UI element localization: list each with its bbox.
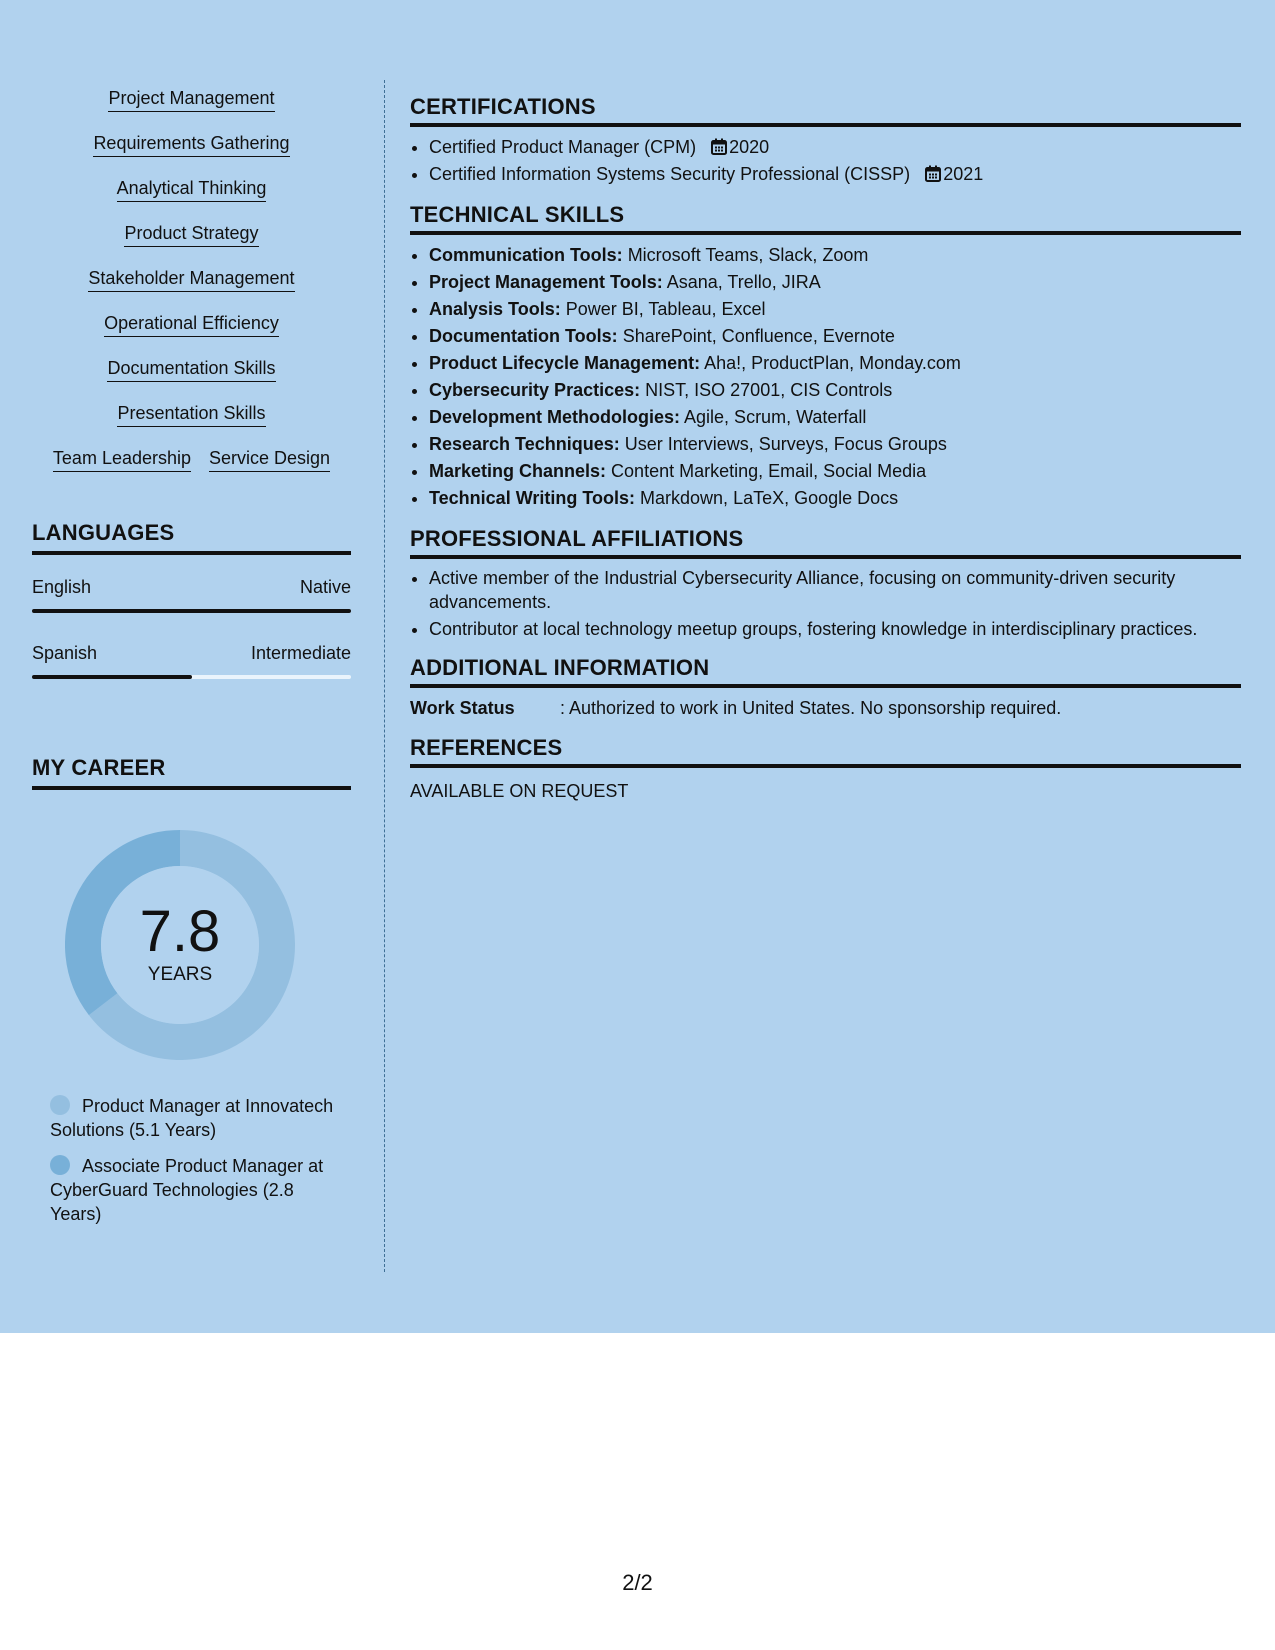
technical-skill-label: Technical Writing Tools: (429, 488, 636, 508)
technical-skill-value: Content Marketing, Email, Social Media (611, 461, 927, 481)
languages-heading: LANGUAGES (32, 520, 351, 555)
technical-skill-value: NIST, ISO 27001, CIS Controls (645, 380, 893, 400)
technical-skill-item (429, 242, 1241, 269)
technical-skills-heading: TECHNICAL SKILLS (410, 202, 1241, 235)
technical-skill-value: User Interviews, Surveys, Focus Groups (624, 434, 947, 454)
language-proficiency-fill (32, 675, 192, 679)
technical-skill-label: Analysis Tools: (429, 299, 561, 319)
skill-tag: Requirements Gathering (93, 131, 289, 157)
affiliations-heading: PROFESSIONAL AFFILIATIONS (410, 526, 1241, 559)
technical-skill-value: Power BI, Tableau, Excel (565, 299, 766, 319)
technical-skill-item (429, 269, 1241, 296)
certification-year: 2020 (729, 137, 770, 157)
language-proficiency-bar (32, 609, 351, 613)
language-item (32, 641, 351, 679)
technical-skill-item (429, 485, 1241, 512)
additional-info-heading: ADDITIONAL INFORMATION (410, 655, 1241, 688)
right-column (410, 94, 1241, 818)
technical-skill-label: Development Methodologies: (429, 407, 681, 427)
technical-skill-value: Asana, Trello, JIRA (666, 272, 821, 292)
certification-name: Certified Information Systems Security Professional (CISSP) (429, 164, 911, 184)
references-section (410, 735, 1241, 804)
page-number: 2/2 (622, 1570, 653, 1595)
references-heading: REFERENCES (410, 735, 1241, 768)
skill-tag: Presentation Skills (117, 401, 265, 427)
skill-tag: Service Design (209, 446, 330, 472)
career-legend (50, 1094, 340, 1226)
career-legend-item (50, 1154, 340, 1226)
technical-skill-item (429, 404, 1241, 431)
column-divider (384, 80, 385, 1272)
career-section (32, 755, 351, 1226)
language-level: Intermediate (250, 643, 351, 663)
technical-skill-value: Microsoft Teams, Slack, Zoom (627, 245, 869, 265)
skill-tag: Documentation Skills (107, 356, 275, 382)
technical-skill-label: Communication Tools: (429, 245, 623, 265)
skill-tag: Project Management (108, 86, 274, 112)
certification-year: 2021 (943, 164, 984, 184)
career-role-label: Product Manager at Innovatech Solutions (5.1 Years) (50, 1096, 334, 1140)
career-heading: MY CAREER (32, 755, 351, 790)
certification-item (429, 161, 1241, 188)
language-level: Native (299, 577, 351, 597)
career-donut-chart (65, 830, 295, 1060)
work-status-value: : Authorized to work in United States. No sponsorship required. (560, 698, 1062, 718)
technical-skill-label: Marketing Channels: (429, 461, 607, 481)
certification-item (429, 134, 1241, 161)
technical-skill-item (429, 296, 1241, 323)
left-column (32, 86, 351, 1238)
additional-info-section (410, 655, 1241, 721)
technical-skill-item (429, 323, 1241, 350)
technical-skill-label: Project Management Tools: (429, 272, 663, 292)
technical-skill-item (429, 377, 1241, 404)
skill-tag: Team Leadership (53, 446, 191, 472)
technical-skill-value: Markdown, LaTeX, Google Docs (640, 488, 899, 508)
technical-skill-label: Cybersecurity Practices: (429, 380, 641, 400)
technical-skill-item (429, 431, 1241, 458)
language-proficiency-fill (32, 609, 351, 613)
affiliations-section (410, 526, 1241, 641)
language-proficiency-bar (32, 675, 351, 679)
skill-tag: Operational Efficiency (104, 311, 279, 337)
affiliation-item: • Contributor at local technology meetup groups, fostering knowledge in interdisciplinary practices. (429, 617, 1241, 641)
skill-tag-row (32, 446, 351, 472)
certifications-section (410, 94, 1241, 188)
skill-tag: Stakeholder Management (88, 266, 294, 292)
technical-skill-value: Agile, Scrum, Waterfall (684, 407, 867, 427)
career-legend-item (50, 1094, 340, 1142)
legend-dot-icon (50, 1095, 70, 1115)
work-status-label: Work Status (410, 698, 515, 718)
languages-section (32, 520, 351, 679)
calendar-icon (711, 138, 727, 155)
technical-skill-label: Product Lifecycle Management: (429, 353, 701, 373)
skill-tag: Product Strategy (124, 221, 258, 247)
technical-skill-label: Documentation Tools: (429, 326, 618, 346)
technical-skill-label: Research Techniques: (429, 434, 620, 454)
affiliation-item: • Active member of the Industrial Cybersecurity Alliance, focusing on community-driven security advancements. (429, 566, 1241, 614)
skill-tag: Analytical Thinking (117, 176, 267, 202)
language-item (32, 575, 351, 613)
calendar-icon (925, 165, 941, 182)
work-status-row (410, 695, 1241, 721)
technical-skill-item (429, 350, 1241, 377)
technical-skill-value: Aha!, ProductPlan, Monday.com (704, 353, 961, 373)
certifications-heading: CERTIFICATIONS (410, 94, 1241, 127)
career-total-unit: YEARS (147, 964, 213, 985)
career-role-label: Associate Product Manager at CyberGuard Technologies (2.8 Years) (50, 1156, 324, 1224)
language-name: English (32, 577, 92, 597)
technical-skill-item (429, 458, 1241, 485)
legend-dot-icon (50, 1155, 70, 1175)
references-text: AVAILABLE ON REQUEST (410, 781, 629, 801)
technical-skills-section (410, 202, 1241, 512)
certification-name: Certified Product Manager (CPM) (429, 137, 697, 157)
career-total (65, 900, 295, 986)
technical-skill-value: SharePoint, Confluence, Evernote (622, 326, 895, 346)
language-name: Spanish (32, 643, 98, 663)
career-total-value: 7.8 (139, 899, 221, 964)
skills-list (32, 86, 351, 472)
